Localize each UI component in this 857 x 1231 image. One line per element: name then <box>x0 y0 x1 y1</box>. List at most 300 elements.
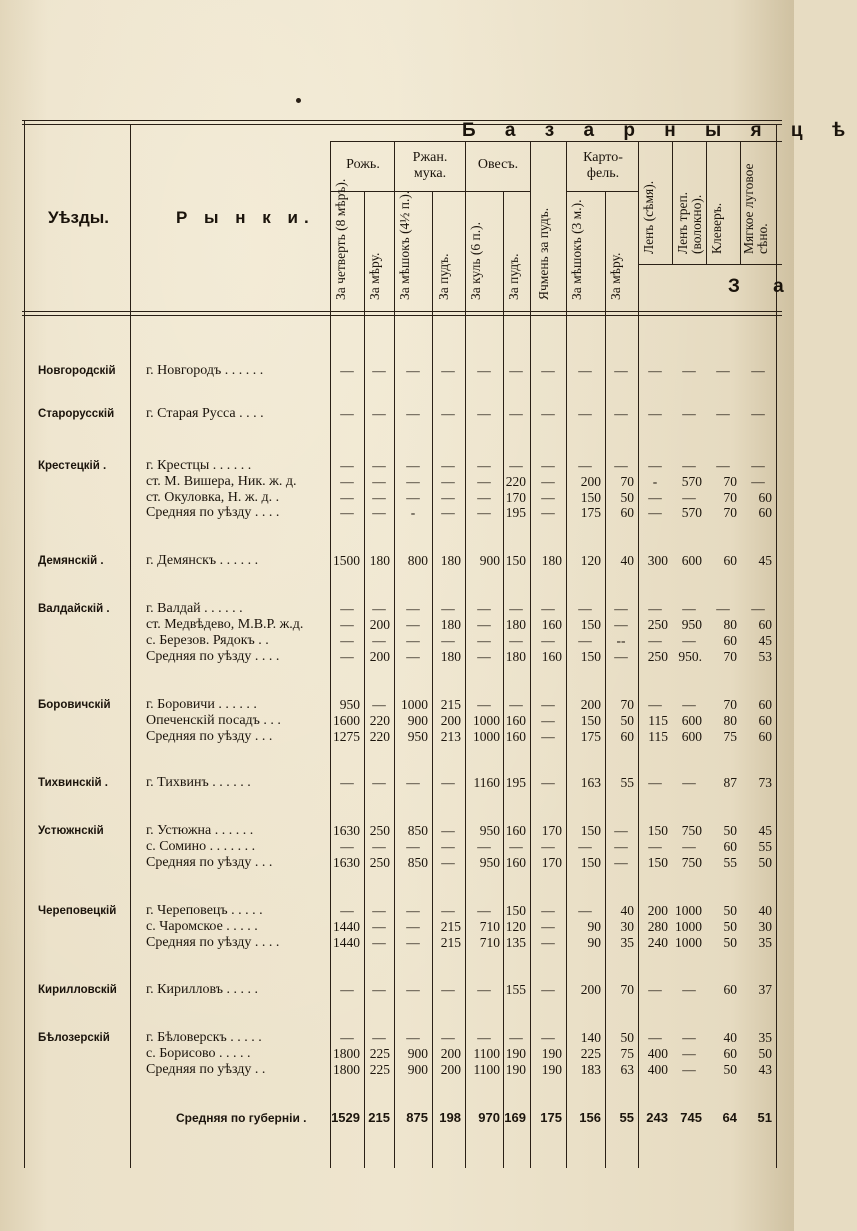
table-cell: — <box>682 458 696 473</box>
table-cell: — <box>372 775 386 790</box>
table-cell: — <box>441 1030 455 1045</box>
market-name: г. Кирилловъ . . . . . <box>146 982 258 997</box>
uezd-name: Валдайскій . <box>38 603 110 615</box>
table-cell: — <box>441 982 455 997</box>
table-cell: — <box>406 839 420 854</box>
province-average-cell: 1529 <box>331 1110 360 1125</box>
province-average-cell: 243 <box>646 1110 668 1125</box>
table-left-rule <box>24 120 25 1168</box>
table-cell: — <box>441 601 455 616</box>
table-cell: — <box>441 823 455 838</box>
table-cell: 53 <box>758 649 772 664</box>
table-cell: — <box>372 474 386 489</box>
table-cell: 70 <box>723 697 737 712</box>
table-cell: — <box>477 982 491 997</box>
table-cell: — <box>682 406 696 421</box>
table-cell: 70 <box>723 474 737 489</box>
table-cell: 950. <box>678 649 702 664</box>
table-cell: — <box>372 406 386 421</box>
table-cell: — <box>682 1062 696 1077</box>
column-header-13: Мягкое луговое сѣно. <box>741 163 770 254</box>
table-cell: 250 <box>369 855 390 870</box>
table-cell: 220 <box>369 713 390 728</box>
column-header-10: Ленъ (сѣмя). <box>641 180 656 254</box>
table-cell: — <box>477 363 491 378</box>
table-cell: — <box>406 649 420 664</box>
table-cell: 180 <box>369 553 390 568</box>
table-cell: 70 <box>723 490 737 505</box>
table-cell: — <box>406 617 420 632</box>
table-cell: — <box>477 601 491 616</box>
table-cell: — <box>541 1030 555 1045</box>
table-cell: — <box>477 903 491 918</box>
table-cell: 60 <box>758 713 772 728</box>
table-cell: 115 <box>648 729 668 744</box>
province-average-cell: 970 <box>478 1110 500 1125</box>
table-cell: — <box>372 601 386 616</box>
table-cell: — <box>509 363 523 378</box>
table-cell: 195 <box>505 505 526 520</box>
table-cell: — <box>614 839 628 854</box>
table-cell: — <box>578 601 592 616</box>
province-average-cell: 175 <box>540 1110 562 1125</box>
table-cell: 70 <box>723 505 737 520</box>
table-cell: — <box>340 649 354 664</box>
table-cell: 75 <box>723 729 737 744</box>
col-sep-8 <box>605 191 606 1168</box>
table-cell: 950 <box>681 617 702 632</box>
table-cell: 30 <box>758 919 772 934</box>
table-cell: — <box>372 697 386 712</box>
market-name: Средняя по уѣзду . . . . <box>146 505 280 520</box>
table-cell: — <box>406 601 420 616</box>
table-cell: 950 <box>339 697 360 712</box>
table-cell: 1000 <box>401 697 428 712</box>
table-cell: 220 <box>505 474 526 489</box>
table-cell: — <box>406 406 420 421</box>
table-cell: — <box>372 903 386 918</box>
uezd-name: Кирилловскій <box>38 984 117 996</box>
table-cell: — <box>340 474 354 489</box>
table-cell: 800 <box>407 553 428 568</box>
province-average-cell: 156 <box>579 1110 601 1125</box>
table-cell: 250 <box>647 649 668 664</box>
table-cell: 400 <box>647 1062 668 1077</box>
table-cell: 170 <box>505 490 526 505</box>
table-cell: 280 <box>647 919 668 934</box>
group-kartofel: Карто- фель. <box>583 150 623 181</box>
table-cell: 600 <box>681 729 702 744</box>
header-bazarnye-tseny: Б а з а р н ы я ц ѣ <box>462 120 857 141</box>
table-cell: — <box>477 490 491 505</box>
table-cell: — <box>541 713 555 728</box>
table-cell: — <box>441 839 455 854</box>
table-cell: 160 <box>505 823 526 838</box>
market-name: ст. Медвѣдево, М.В.Р. ж.д. <box>146 617 304 632</box>
table-cell: 1630 <box>333 855 360 870</box>
table-cell: — <box>372 935 386 950</box>
table-cell: — <box>614 649 628 664</box>
header-subrule-groups-a <box>330 191 530 192</box>
table-cell: — <box>340 617 354 632</box>
table-cell: 150 <box>647 823 668 838</box>
table-cell: 87 <box>723 775 737 790</box>
table-cell: 175 <box>580 505 601 520</box>
table-cell: 1440 <box>333 935 360 950</box>
table-cell: 750 <box>681 855 702 870</box>
table-cell: 1440 <box>333 919 360 934</box>
table-cell: 135 <box>505 935 526 950</box>
table-cell: — <box>477 474 491 489</box>
table-cell: 75 <box>620 1046 634 1061</box>
table-cell: 50 <box>620 1030 634 1045</box>
table-cell: — <box>509 601 523 616</box>
uezd-name: Крестецкій . <box>38 460 107 472</box>
table-cell: — <box>648 697 662 712</box>
table-cell: — <box>441 775 455 790</box>
table-cell: 163 <box>580 775 601 790</box>
table-cell: 710 <box>479 935 500 950</box>
table-cell: — <box>682 1030 696 1045</box>
header-rynki: Р ы н к и. <box>176 208 315 227</box>
table-cell: — <box>406 490 420 505</box>
table-cell: — <box>716 406 730 421</box>
table-cell: 45 <box>758 823 772 838</box>
table-cell: — <box>441 458 455 473</box>
table-cell: — <box>682 775 696 790</box>
market-name: с. Борисово . . . . . <box>146 1046 251 1061</box>
table-cell: — <box>614 855 628 870</box>
column-header-5: За куль (6 п.). <box>468 221 483 300</box>
table-cell: 190 <box>541 1062 562 1077</box>
table-cell: 150 <box>647 855 668 870</box>
table-cell: 120 <box>505 919 526 934</box>
header-uezdy: Уѣзды. <box>48 208 110 227</box>
table-cell: 160 <box>541 617 562 632</box>
table-cell: — <box>541 601 555 616</box>
table-cell: 200 <box>647 903 668 918</box>
table-cell: 140 <box>580 1030 601 1045</box>
header-za: З а <box>728 276 798 297</box>
table-cell: 50 <box>723 935 737 950</box>
table-cell: — <box>509 458 523 473</box>
table-cell: — <box>541 935 555 950</box>
table-cell: — <box>441 406 455 421</box>
table-cell: — <box>751 601 765 616</box>
table-cell: 150 <box>580 617 601 632</box>
table-cell: — <box>751 474 765 489</box>
table-cell: 220 <box>369 729 390 744</box>
table-cell: — <box>441 490 455 505</box>
province-average-label: Средняя по губерніи . <box>176 1111 307 1125</box>
table-cell: 900 <box>407 713 428 728</box>
table-cell: 45 <box>758 553 772 568</box>
table-cell: 1100 <box>473 1062 500 1077</box>
table-cell: 215 <box>440 935 461 950</box>
table-cell: — <box>372 919 386 934</box>
table-cell: — <box>682 633 696 648</box>
header-subrule-za <box>638 264 782 265</box>
table-cell: — <box>541 505 555 520</box>
table-cell: 45 <box>758 633 772 648</box>
table-cell: 120 <box>580 553 601 568</box>
table-cell: 55 <box>723 855 737 870</box>
table-cell: 40 <box>620 553 634 568</box>
group-rzhan-muka: Ржан. мука. <box>412 150 448 181</box>
table-cell: — <box>340 775 354 790</box>
table-cell: 1630 <box>333 823 360 838</box>
uezd-name: Новгородскій <box>38 365 116 377</box>
table-cell: 170 <box>541 823 562 838</box>
table-cell: 1800 <box>333 1062 360 1077</box>
column-header-12: Клеверъ. <box>709 202 724 254</box>
market-name: ст. М. Вишера, Ник. ж. д. <box>146 474 297 489</box>
table-cell: — <box>614 823 628 838</box>
table-cell: — <box>372 363 386 378</box>
uezd-name: Устюжнскій <box>38 825 104 837</box>
table-cell: 150 <box>580 713 601 728</box>
table-cell: 180 <box>541 553 562 568</box>
table-cell: -- <box>616 633 626 648</box>
table-cell: — <box>614 458 628 473</box>
table-cell: 63 <box>620 1062 634 1077</box>
table-cell: 150 <box>505 903 526 918</box>
table-cell: 1000 <box>473 729 500 744</box>
table-cell: 850 <box>407 823 428 838</box>
table-cell: 250 <box>647 617 668 632</box>
table-cell: — <box>614 363 628 378</box>
col-sep-market <box>330 141 331 1168</box>
table-cell: — <box>441 855 455 870</box>
market-name: Средняя по уѣзду . . . . <box>146 935 280 950</box>
table-cell: — <box>340 903 354 918</box>
market-name: ст. Окуловка, Н. ж. д. . <box>146 490 280 505</box>
table-cell: 150 <box>580 649 601 664</box>
table-cell: 60 <box>723 839 737 854</box>
column-header-8: За мѣшокъ (3 м.). <box>569 199 584 300</box>
table-cell: 950 <box>479 823 500 838</box>
table-cell: — <box>648 406 662 421</box>
table-cell: 180 <box>440 617 461 632</box>
market-name: Опеченскій посадъ . . . <box>146 713 281 728</box>
table-cell: 225 <box>580 1046 601 1061</box>
table-cell: 60 <box>723 982 737 997</box>
table-cell: — <box>509 406 523 421</box>
table-cell: 225 <box>369 1046 390 1061</box>
table-cell: — <box>682 697 696 712</box>
table-cell: — <box>541 775 555 790</box>
table-cell: 60 <box>723 1046 737 1061</box>
table-cell: 55 <box>620 775 634 790</box>
table-cell: 183 <box>580 1062 601 1077</box>
market-name: г. Череповецъ . . . . . <box>146 903 263 918</box>
market-name: г. Старая Русса . . . . <box>146 406 264 421</box>
table-cell: — <box>751 363 765 378</box>
table-cell: — <box>406 903 420 918</box>
province-average-cell: 875 <box>406 1110 428 1125</box>
table-cell: 60 <box>758 729 772 744</box>
market-name: г. Боровичи . . . . . . <box>146 697 257 712</box>
table-cell: — <box>406 458 420 473</box>
table-cell: — <box>682 490 696 505</box>
table-cell: 200 <box>440 1062 461 1077</box>
uezd-name: Тихвинскій . <box>38 777 108 789</box>
table-cell: — <box>578 458 592 473</box>
table-cell: — <box>578 903 592 918</box>
table-cell: 43 <box>758 1062 772 1077</box>
table-cell: — <box>614 406 628 421</box>
table-cell: 1000 <box>675 903 702 918</box>
table-cell: 1000 <box>675 935 702 950</box>
table-cell: 170 <box>541 855 562 870</box>
table-cell: — <box>682 839 696 854</box>
col-sep-10 <box>672 141 673 264</box>
col-sep-11 <box>706 141 707 264</box>
table-cell: 900 <box>407 1046 428 1061</box>
table-cell: — <box>716 363 730 378</box>
table-cell: 400 <box>647 1046 668 1061</box>
table-cell: 160 <box>541 649 562 664</box>
table-cell: 1275 <box>333 729 360 744</box>
table-cell: 40 <box>758 903 772 918</box>
table-cell: 190 <box>505 1062 526 1077</box>
table-cell: 190 <box>505 1046 526 1061</box>
table-cell: — <box>441 633 455 648</box>
table-cell: — <box>406 935 420 950</box>
table-cell: — <box>682 363 696 378</box>
table-cell: — <box>372 505 386 520</box>
table-cell: 70 <box>723 649 737 664</box>
uezd-name: Боровичскій <box>38 699 111 711</box>
table-cell: — <box>578 406 592 421</box>
table-cell: 60 <box>758 490 772 505</box>
table-cell: 160 <box>505 713 526 728</box>
table-cell: — <box>340 363 354 378</box>
table-cell: 80 <box>723 617 737 632</box>
table-cell: 1800 <box>333 1046 360 1061</box>
table-cell: 200 <box>440 713 461 728</box>
table-cell: 60 <box>723 553 737 568</box>
table-cell: — <box>648 363 662 378</box>
table-cell: — <box>372 633 386 648</box>
table-cell: — <box>751 406 765 421</box>
table-cell: 50 <box>620 490 634 505</box>
table-cell: — <box>340 505 354 520</box>
province-average-cell: 169 <box>504 1110 526 1125</box>
table-cell: — <box>372 982 386 997</box>
table-cell: — <box>509 633 523 648</box>
province-average-cell: 55 <box>619 1110 634 1125</box>
table-cell: 1160 <box>473 775 500 790</box>
table-cell: — <box>406 363 420 378</box>
table-cell: 35 <box>758 1030 772 1045</box>
column-header-7: Ячмень за пудъ. <box>536 207 551 300</box>
table-cell: 150 <box>580 855 601 870</box>
table-cell: 750 <box>681 823 702 838</box>
table-cell: — <box>477 1030 491 1045</box>
table-cell: — <box>614 617 628 632</box>
table-cell: 60 <box>758 617 772 632</box>
table-cell: 90 <box>587 919 601 934</box>
column-header-6: За пудъ. <box>506 253 521 300</box>
col-sep-2 <box>394 141 395 1168</box>
table-cell: 570 <box>681 474 702 489</box>
table-cell: — <box>648 458 662 473</box>
table-cell: 213 <box>440 729 461 744</box>
column-header-1: За четверть (8 мѣръ). <box>333 178 348 300</box>
table-cell: 190 <box>541 1046 562 1061</box>
table-cell: 180 <box>440 649 461 664</box>
show-through-text <box>240 88 760 114</box>
table-cell: 70 <box>620 982 634 997</box>
table-cell: 900 <box>407 1062 428 1077</box>
table-cell: — <box>406 474 420 489</box>
table-cell: 710 <box>479 919 500 934</box>
province-average-cell: 198 <box>439 1110 461 1125</box>
column-header-11: Ленъ треп. (волокно). <box>675 191 704 254</box>
col-sep-5 <box>503 191 504 1168</box>
table-cell: — <box>541 633 555 648</box>
table-cell: — <box>541 919 555 934</box>
table-cell: — <box>406 775 420 790</box>
table-cell: — <box>340 490 354 505</box>
province-average-cell: 51 <box>757 1110 772 1125</box>
market-name: г. Тихвинъ . . . . . . <box>146 775 251 790</box>
table-cell: 200 <box>440 1046 461 1061</box>
table-cell: 900 <box>479 553 500 568</box>
table-cell: 73 <box>758 775 772 790</box>
table-cell: 150 <box>580 823 601 838</box>
table-cell: 50 <box>723 903 737 918</box>
uezd-name: Бѣлозерскій <box>38 1032 110 1044</box>
table-cell: — <box>372 458 386 473</box>
table-cell: 1000 <box>675 919 702 934</box>
table-cell: — <box>372 839 386 854</box>
table-cell: — <box>648 982 662 997</box>
uezd-name: Череповецкій <box>38 905 117 917</box>
table-cell: — <box>372 490 386 505</box>
header-bottom-rule <box>22 311 782 312</box>
table-cell: — <box>716 601 730 616</box>
table-cell: 950 <box>479 855 500 870</box>
table-cell: 150 <box>580 490 601 505</box>
market-name: Средняя по уѣзду . . . . <box>146 649 280 664</box>
table-cell: 250 <box>369 823 390 838</box>
table-cell: — <box>541 697 555 712</box>
table-cell: 570 <box>681 505 702 520</box>
market-name: г. Валдай . . . . . . <box>146 601 243 616</box>
table-cell: 60 <box>620 729 634 744</box>
table-cell: — <box>406 633 420 648</box>
table-cell: 200 <box>580 697 601 712</box>
table-cell: — <box>340 458 354 473</box>
table-cell: 50 <box>723 823 737 838</box>
table-cell: 200 <box>580 474 601 489</box>
table-cell: — <box>541 839 555 854</box>
table-cell: — <box>340 1030 354 1045</box>
table-cell: — <box>441 505 455 520</box>
market-name: г. Бѣловерскъ . . . . . <box>146 1030 262 1045</box>
table-cell: — <box>477 649 491 664</box>
table-cell: 35 <box>758 935 772 950</box>
table-cell: 70 <box>620 697 634 712</box>
table-cell: — <box>477 697 491 712</box>
table-cell: — <box>541 982 555 997</box>
table-cell: — <box>614 601 628 616</box>
table-cell: — <box>541 729 555 744</box>
table-cell: 300 <box>647 553 668 568</box>
table-cell: — <box>477 458 491 473</box>
